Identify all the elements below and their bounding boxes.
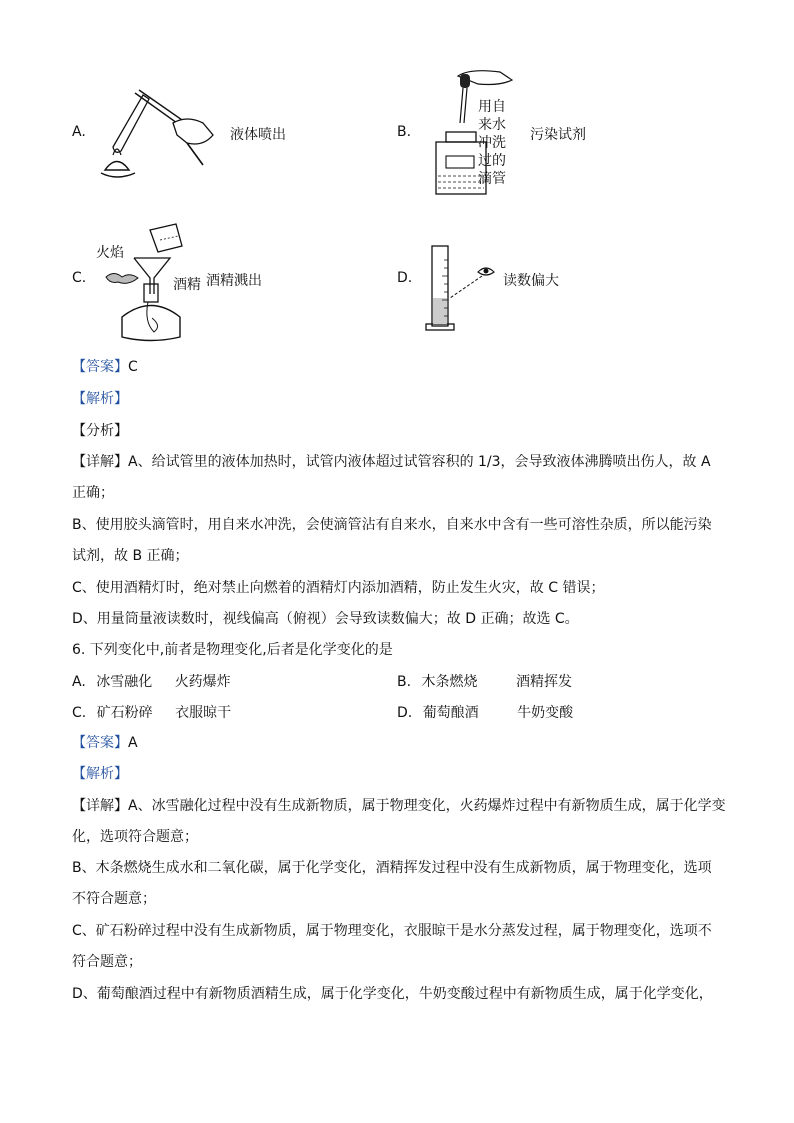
q5-detail-line-5: C、使用酒精灯时，绝对禁止向燃着的酒精灯内添加酒精，防止发生火灾，故 C 错误； [72, 580, 605, 596]
q5-detail-line-6: D、用量筒量液读数时，视线偏高（俯视）会导致读数偏大；故 D 正确；故选 C。 [72, 611, 579, 627]
dropper-label-line-5: 滴管 [478, 171, 506, 187]
option-a-letter: A. [72, 124, 86, 140]
flame-label: 火焰 [96, 245, 124, 261]
option-d-caption: 读数偏大 [503, 273, 559, 289]
q6-detail-line-1: 【详解】A、冰雪融化过程中没有生成新物质，属于物理变化，火药爆炸过程中有新物质生成，属于化学变 [72, 798, 726, 814]
q5-fenxi-heading: 【分析】 [72, 423, 128, 439]
q6-answer-value: A [128, 735, 138, 751]
q5-detail-tag: 详解 [86, 454, 114, 470]
q6-detail-tag: 详解 [86, 798, 114, 814]
q5-detail-line-4: 试剂，故 B 正确； [72, 548, 189, 564]
q6-option-a-first: 冰雪融化 [96, 674, 153, 690]
graduated-cylinder-figure [420, 240, 510, 335]
q6-option-d-first: 葡萄酿酒 [422, 705, 479, 721]
q6-option-d [397, 703, 573, 723]
q5-answer-tag: 答案 [86, 359, 114, 375]
q6-answer-line: 【答案】A [72, 735, 138, 751]
q6-analysis-heading: 【解析】 [72, 766, 128, 782]
q6-detail-line-2: 化，选项符合题意； [72, 829, 198, 845]
q5-detail-line-3: B、使用胶头滴管时，用自来水冲洗，会使滴管沾有自来水，自来水中含有一些可溶性杂质，所以能污染 [72, 517, 712, 533]
dropper-label [478, 98, 506, 188]
q5-fenxi-tag: 分析 [86, 423, 114, 439]
q6-option-c [72, 703, 231, 723]
q6-detail-line-5: C、矿石粉碎过程中没有生成新物质，属于物理变化，衣服晾干是水分蒸发过程，属于物理变化，选项不 [72, 923, 712, 939]
q5-detail-text-1: A、给试管里的液体加热时，试管内液体超过试管容积的 1/3，会导致液体沸腾喷出伤人，故 A [128, 454, 711, 470]
q5-answer-value: C [128, 359, 138, 375]
q5-analysis-tag: 解析 [86, 391, 114, 407]
dropper-label-line-3: 冲洗 [478, 135, 506, 151]
q6-option-a-second: 火药爆炸 [174, 674, 231, 690]
q6-detail-line-4: 不符合题意； [72, 891, 156, 907]
dropper-label-line-4: 过的 [478, 153, 506, 169]
q6-stem: 6. 下列变化中,前者是物理变化,后者是化学变化的是 [72, 642, 393, 658]
dropper-label-line-1: 用自 [478, 99, 506, 115]
q6-option-d-second: 牛奶变酸 [517, 705, 574, 721]
q6-detail-line-6: 符合题意； [72, 954, 142, 970]
q5-detail-line-2: 正确； [72, 485, 114, 501]
q6-option-a [72, 672, 231, 692]
dropper-label-line-2: 来水 [478, 117, 506, 133]
option-c-letter: C. [72, 270, 87, 286]
dropper-bottle-figure [430, 68, 520, 198]
q5-analysis-heading: 【解析】 [72, 391, 128, 407]
q5-answer-line: 【答案】C [72, 359, 138, 375]
test-tube-heating-figure [95, 85, 215, 185]
q6-detail-line-3: B、木条燃烧生成水和二氧化碳，属于化学变化，酒精挥发过程中没有生成新物质，属于物理变化，选项 [72, 860, 712, 876]
q6-option-d-letter: D. [397, 705, 413, 721]
option-b-caption: 污染试剂 [530, 127, 586, 143]
q6-option-b-first: 木条燃烧 [421, 674, 478, 690]
option-b-letter: B. [397, 124, 412, 140]
option-c-caption: 酒精溅出 [206, 273, 262, 289]
q6-detail-line-7: D、葡萄酿酒过程中有新物质酒精生成，属于化学变化，牛奶变酸过程中有新物质生成，属于化学变化， [72, 986, 713, 1002]
q6-option-c-second: 衣服晾干 [175, 705, 232, 721]
alcohol-label: 酒精 [173, 277, 201, 293]
q6-analysis-tag: 解析 [86, 766, 114, 782]
q6-option-b [397, 672, 572, 692]
q6-answer-tag: 答案 [86, 735, 114, 751]
q6-detail-text-1: A、冰雪融化过程中没有生成新物质，属于物理变化，火药爆炸过程中有新物质生成，属于化学变 [128, 798, 726, 814]
option-a-caption: 液体喷出 [230, 127, 286, 143]
q5-detail-line-1: 【详解】A、给试管里的液体加热时，试管内液体超过试管容积的 1/3，会导致液体沸腾喷出伤人，故 A [72, 454, 711, 470]
q6-option-b-second: 酒精挥发 [515, 674, 572, 690]
q6-option-c-first: 矿石粉碎 [96, 705, 153, 721]
q6-option-b-letter: B. [397, 674, 412, 690]
option-d-letter: D. [397, 270, 413, 286]
q6-option-a-letter: A. [72, 674, 86, 690]
q6-option-c-letter: C. [72, 705, 87, 721]
